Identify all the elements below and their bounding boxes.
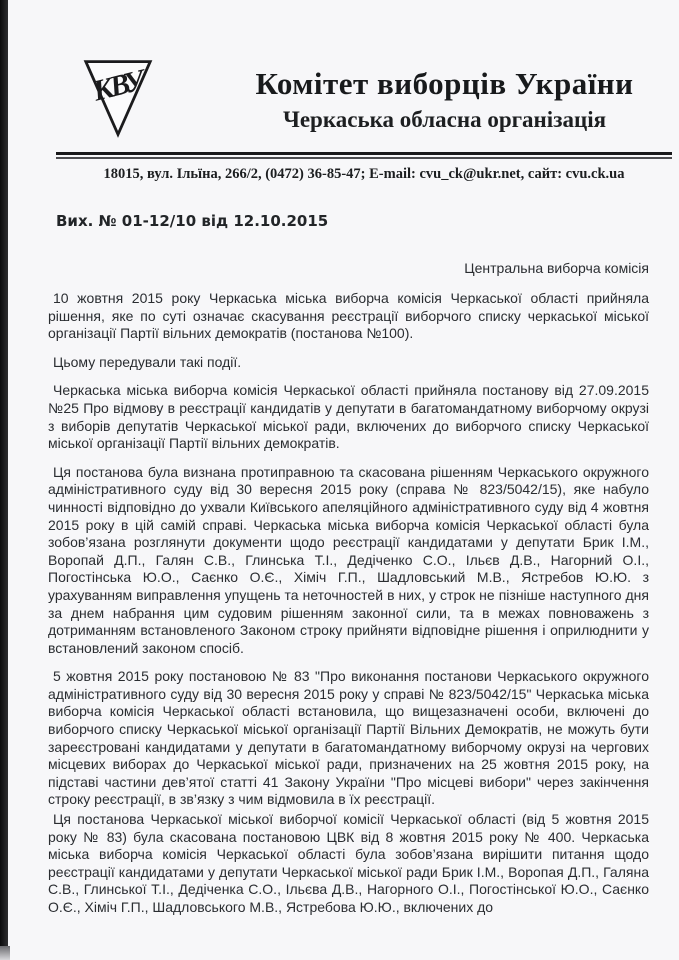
contact-address-line: 18015, вул. Ільїна, 266/2, (0472) 36-85-47; E-mail: cvu_ck@ukr.net, сайт: cvu.ck.ua xyxy=(103,166,625,182)
letter-paragraph: Черкаська міська виборча комісія Черкаської області прийняла постанову від 27.09.2015 №25 Про відмову в реєстрації кандидатів у депутати в багатомандатному виборчому окрузі з виборів депутатів Черкаської міської ради, включених до виборчого списку Черкаської міської організації Партії вільних демократів. xyxy=(48,382,649,452)
cvu-logo-icon xyxy=(83,58,153,138)
outgoing-reference-line: Вих. № 01-12/10 від 12.10.2015 xyxy=(56,212,329,230)
letter-body xyxy=(48,290,649,917)
recipient-line: Центральна виборча комісія xyxy=(464,260,649,276)
letterhead-divider xyxy=(56,152,672,159)
scan-edge-strip-fade xyxy=(0,946,10,960)
letter-paragraph: Ця постанова була визнана протиправною та скасована рішенням Черкаського окружного адміністративного суду від 30 вересня 2015 року (справа № 823/5042/15), яке набуло чинності відповідно до ухвали Київського апеляційного адміністративного суду від 4 жовтня 2015 року в цій самій справі. Черкаська міська виборча комісія Черкаської області була зобов’язана розглянути документи щодо реєстрації кандидатами у депутати Брик І.М., Воропай Д.П., Галян С.В., Глинська Т.І., Дедіченко С.О., Ільєв Д.В., Нагорний О.І., Погостінська Ю.О., Саєнко О.Є., Хіміч Г.П., Шадловський М.В., Ястребов Ю.Ю. з урахуванням виправлення упущень та неточностей в них, у строк не пізніше наступного дня за днем набрання цим судовим рішенням законної сили, та в межах повноважень з дотриманням встановленого Законом строку прийняти відповідне рішення і оприлюднити у встановлений законом спосіб. xyxy=(48,463,649,656)
cvu-logo-text: КВУ xyxy=(89,64,146,108)
organization-subtitle: Черкаська обласна організація xyxy=(282,107,607,132)
cvu-logo xyxy=(83,58,153,138)
letter-paragraph: Цьому передували такі події. xyxy=(53,353,242,370)
letter-paragraph: 5 жовтня 2015 року постановою № 83 "Про виконання постанови Черкаського окружного адміністративного суду від 30 вересня 2015 року у справі № 823/5042/15" Черкаська міська виборча комісія Черкаської області встановила, що вищезазначені особи, включені до виборчого списку Черкаської міської організації Партії Вільних Демократів, не можуть бути зареєстровані кандидатами у депутати в багатомандатному виборчому окрузі на чергових місцевих виборах до Черкаської міської ради, призначених на 25 жовтня 2015 року, на підставі частини дев’ятої статті 41 Закону України "Про місцеві вибори" через закінчення строку реєстрації, в зв’язку з чим відмовила в їх реєстрації. xyxy=(48,668,649,808)
letterhead xyxy=(0,0,679,200)
organization-name: Комітет виборців України xyxy=(255,66,634,101)
letter-paragraph: 10 жовтня 2015 року Черкаська міська виборча комісія Черкаської області прийняла рішення, яке по суті означає скасування реєстрації виборчого списку черкаської міської організації Партії вільних демократів (постанова №100). xyxy=(48,290,649,342)
letter-paragraph: Ця постанова Черкаської міської виборчої комісії Черкаської області (від 5 жовтня 2015 року № 83) була скасована постановою ЦВК від 8 жовтня 2015 року № 400. Черкаська міська виборча комісія Черкаської області була зобов’язана вирішити питання щодо реєстрації кандидатами у депутати Черкаської міської ради Брик І.М., Воропая Д.П., Галяна С.В., Глинської Т.І., Дедіченка С.О., Ільєва Д.В., Нагорного О.І., Погостінської Ю.О., Саєнко О.Є., Хіміч Г.П., Шадловського М.В., Ястребова Ю.Ю., включених до xyxy=(48,811,649,915)
